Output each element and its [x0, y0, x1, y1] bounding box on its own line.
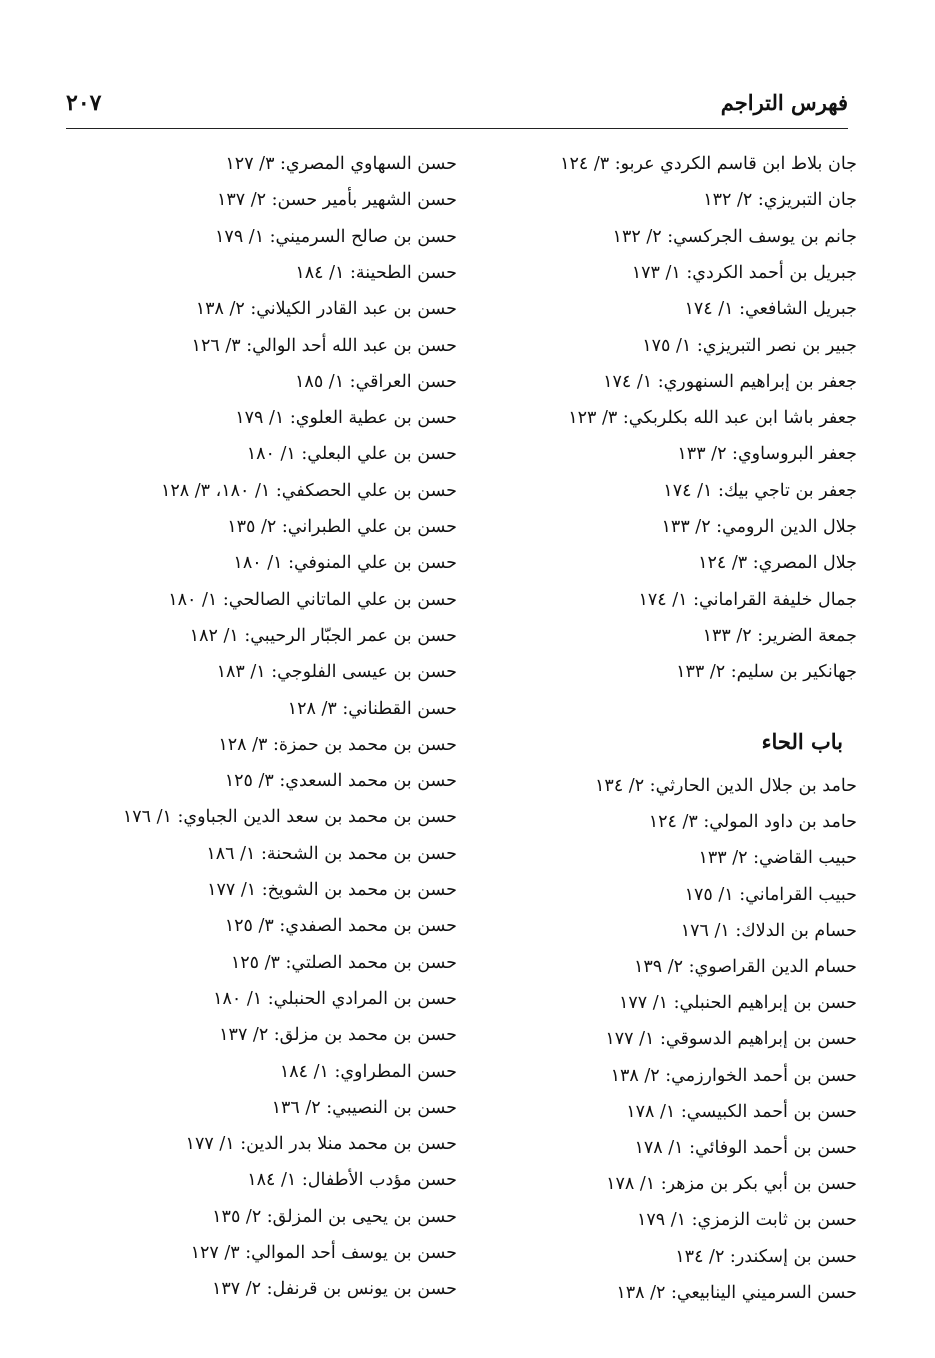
index-entry: حسن بن إسكندر: ٢/ ١٣٤: [675, 1246, 857, 1267]
index-entry: حسن بن علي المنوفي: ١/ ١٨٠: [233, 553, 457, 574]
index-entry: حسن بن محمد الصلتي: ٣/ ١٢٥: [230, 952, 457, 973]
index-entry: حسن المطراوي: ١/ ١٨٤: [279, 1061, 457, 1082]
index-entry: جلال المصري: ٣/ ١٢٤: [698, 553, 857, 574]
index-entry: حسن بن أحمد الوفائي: ١/ ١٧٨: [634, 1138, 857, 1158]
index-entry: حسن السهاوي المصري: ٣/ ١٢٧: [225, 154, 457, 174]
index-entry: جمال خليفة القراماني: ١/ ١٧٤: [638, 589, 857, 610]
index-entry: حسن بن إبراهيم الحنبلي: ١/ ١٧٧: [618, 993, 857, 1014]
index-entry: حسن بن محمد منلا بدر الدين: ١/ ١٧٧: [185, 1134, 457, 1155]
index-entry: جان بلاط ابن قاسم الكردي عربو: ٣/ ١٢٤: [560, 154, 857, 174]
index-entry: حبيب القراماني: ١/ ١٧٥: [684, 884, 857, 905]
index-entry: حسن بن أحمد الكبيسي: ١/ ١٧٨: [626, 1101, 857, 1122]
index-entry: حسن بن علي البعلي: ١/ ١٨٠: [246, 444, 457, 465]
index-entry: حسن بن عبد القادر الكيلاني: ٢/ ١٣٨: [195, 299, 457, 320]
index-entry: حسام بن الدلاك: ١/ ١٧٦: [680, 920, 857, 941]
index-entry: حسن بن محمد بن الشويخ: ١/ ١٧٧: [207, 880, 457, 900]
index-entry: حسن العراقي: ١/ ١٨٥: [295, 371, 457, 392]
index-entry: حسن بن يونس بن قرنفل: ٢/ ١٣٧: [211, 1279, 457, 1300]
index-entry: جبريل بن أحمد الكردي: ١/ ١٧٣: [631, 262, 857, 283]
index-entry: حسن بن علي الحصكفي: ١/ ١٨٠، ٣/ ١٢٨: [160, 480, 457, 501]
index-entry: حسن بن أحمد الخوارزمي: ٢/ ١٣٨: [610, 1065, 857, 1086]
index-entry: جعفر باشا ابن عبد الله بكلربكي: ٣/ ١٢٣: [568, 408, 857, 429]
index-entry: حسن بن المرادي الحنبلي: ١/ ١٨٠: [213, 988, 457, 1009]
index-entry: حسن بن عيسى الفلوجي: ١/ ١٨٣: [216, 662, 457, 683]
index-entry: حسن بن صالح السرميني: ١/ ١٧٩: [215, 226, 457, 247]
index-entry: حسن بن يحيى بن المزلق: ٢/ ١٣٥: [212, 1206, 457, 1227]
index-entry: جبريل الشافعي: ١/ ١٧٤: [684, 299, 857, 320]
index-entry: حسن بن ثابت الزمزي: ١/ ١٧٩: [636, 1210, 857, 1231]
index-entry: حسن بن محمد بن حمزة: ٣/ ١٢٨: [218, 734, 457, 755]
index-entry: حسن بن عطية العلوي: ١/ ١٧٩: [235, 408, 457, 429]
index-entry: جان التبريزي: ٢/ ١٣٢: [703, 190, 857, 211]
index-entry: جهانكير بن سليم: ٢/ ١٣٣: [676, 662, 857, 683]
index-entry: حسن بن النصيبي: ٢/ ١٣٦: [271, 1097, 457, 1118]
index-entry: جعفر بن إبراهيم السنهوري: ١/ ١٧٤: [603, 371, 857, 392]
index-entry: حسن السرميني الينابيعي: ٢/ ١٣٨: [616, 1282, 857, 1303]
index-entry: جعفر بن تاجي بيك: ١/ ١٧٤: [663, 480, 857, 501]
index-entry: حامد بن داود المولي: ٣/ ١٢٤: [648, 812, 857, 833]
section-heading: باب الحاء: [761, 729, 843, 754]
index-entry: حسن بن محمد بن سعد الدين الجباوي: ١/ ١٧٦: [122, 807, 457, 828]
index-entry: جانم بن يوسف الجركسي: ٢/ ١٣٢: [612, 226, 857, 247]
index-entry: حسن القطناني: ٣/ ١٢٨: [287, 698, 457, 719]
index-entry: جمعة الضرير: ٢/ ١٣٣: [702, 625, 857, 646]
index-entry: حسن الطحينة: ١/ ١٨٤: [295, 262, 457, 283]
index-entry: حسن بن إبراهيم الدسوقي: ١/ ١٧٧: [605, 1029, 857, 1050]
page-number: ٢٠٧: [66, 90, 102, 116]
index-entry: حسن بن محمد بن الشحنة: ١/ ١٨٦: [206, 843, 457, 864]
index-entry: حسن بن علي الطبراني: ٢/ ١٣٥: [227, 517, 457, 537]
index-entry: حسن بن عمر الجبّار الرحيبي: ١/ ١٨٢: [189, 625, 457, 646]
index-entry: جبير بن نصر التبريزي: ١/ ١٧٥: [642, 335, 857, 356]
index-entry: جعفر البروساوي: ٢/ ١٣٣: [677, 444, 857, 465]
index-entry: حسن بن عبد الله أحد الوالي: ٣/ ١٢٦: [191, 335, 457, 356]
index-entry: حامد بن جلال الدين الحارثي: ٢/ ١٣٤: [595, 776, 857, 796]
page-header: [66, 88, 848, 128]
index-entry: حسن بن أبي بكر بن مزهر: ١/ ١٧٨: [606, 1174, 857, 1195]
index-entry: حبيب القاضي: ٢/ ١٣٣: [698, 848, 857, 869]
index-entry: حسن بن يوسف أحد الموالي: ٣/ ١٢٧: [190, 1243, 457, 1263]
index-entry: حسام الدين القراصوي: ٢/ ١٣٩: [634, 957, 857, 977]
index-entry: حسن بن محمد بن مزلق: ٢/ ١٣٧: [219, 1025, 457, 1046]
index-entry: حسن الشهير بأمير حسن: ٢/ ١٣٧: [216, 190, 457, 211]
index-entry: حسن بن علي الماتاني الصالحي: ١/ ١٨٠: [168, 589, 457, 610]
header-rule: [66, 128, 848, 129]
running-title: فهرس التراجم: [720, 90, 848, 115]
index-entry: حسن بن محمد السعدي: ٣/ ١٢٥: [224, 771, 457, 792]
index-entry: جلال الدين الرومي: ٢/ ١٣٣: [661, 517, 857, 537]
index-entry: حسن بن محمد الصفدي: ٣/ ١٢٥: [224, 916, 457, 937]
index-entry: حسن مؤدب الأطفال: ١/ ١٨٤: [247, 1170, 457, 1191]
